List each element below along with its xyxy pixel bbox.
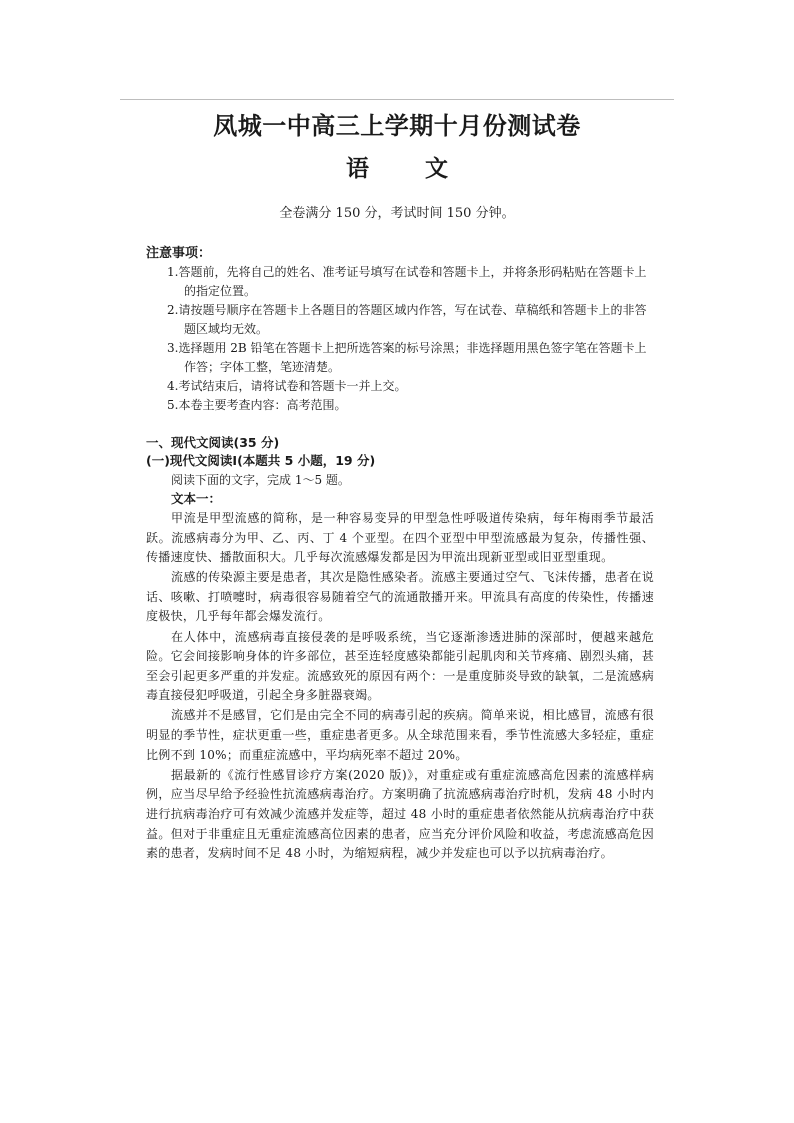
note-item: 3.选择题用 2B 铅笔在答题卡上把所选答案的标号涂黑；非选择题用黑色签字笔在答题卡上作答；字体工整，笔迹清楚。	[167, 341, 647, 374]
reading-instruction: 阅读下面的文字，完成 1～5 题。	[171, 473, 350, 487]
passage-paragraph: 在人体中，流感病毒直接侵袭的是呼吸系统，当它逐渐渗透进肺的深部时，便越来越危险。它会间接影响身体的许多部位，甚至连轻度感染都能引起肌肉和关节疼痛、剧烈头痛，甚至会引起更多严重的并发症。流感致死的原因有两个：一是重度肺炎导致的缺氧，二是流感病毒直接侵犯呼吸道，引起全身多脏器衰竭。	[146, 629, 654, 703]
passage-paragraph: 据最新的《流行性感冒诊疗方案(2020 版)》，对重症或有重症流感高危因素的流感样病例，应当尽早给予经验性抗流感病毒治疗。方案明确了抗流感病毒治疗时机，发病 48 小时内进行抗病毒治疗可有效减少流感并发症等，超过 48 小时的重症患者依然能从抗病毒治疗中获益。但对于非重症且无重症流感高位因素的患者，应当充分评价风险和收益，考虑流感高危因素的患者，发病时间不足 48 小时，为缩短病程，减少并发症也可以予以抗病毒治疗。	[146, 767, 654, 861]
exam-info: 全卷满分 150 分，考试时间 150 分钟。	[279, 206, 515, 221]
notes-list	[167, 263, 657, 415]
text-label: 文本一：	[171, 491, 222, 506]
note-item: 2.请按题号顺序在答题卡上各题目的答题区域内作答，写在试卷、草稿纸和答题卡上的非答题区域均无效。	[167, 303, 647, 336]
passage-paragraph: 流感并不是感冒，它们是由完全不同的病毒引起的疾病。简单来说，相比感冒，流感有很明显的季节性，症状更重一些，重症患者更多。从全球范围来看，季节性流感大多轻症，重症比例不到 10%；而重症流感中，平均病死率不超过 20%。	[146, 708, 654, 762]
subject-char: 文	[425, 155, 448, 182]
sub-section-heading: (一)现代文阅读Ⅰ(本题共 5 小题，19 分)	[146, 453, 376, 468]
notes-heading: 注意事项：	[146, 246, 212, 261]
note-item: 4.考试结束后，请将试卷和答题卡一并上交。	[167, 379, 407, 393]
note-item: 1.答题前，先将自己的姓名、准考证号填写在试卷和答题卡上，并将条形码粘贴在答题卡上的指定位置。	[167, 265, 647, 298]
note-item: 5.本卷主要考查内容：高考范围。	[167, 398, 347, 412]
exam-title: 凤城一中高三上学期十月份测试卷	[213, 111, 581, 140]
subject-title	[0, 153, 794, 185]
subject-char: 语	[346, 155, 369, 182]
passage-paragraph: 甲流是甲型流感的简称，是一种容易变异的甲型急性呼吸道传染病，每年梅雨季节最活跃。流感病毒分为甲、乙、丙、丁 4 个亚型。在四个亚型中甲型流感最为复杂，传播性强、传播速度快、播散面积大。几乎每次流感爆发都是因为甲流出现新亚型或旧亚型重现。	[146, 511, 654, 565]
passage-paragraph: 流感的传染源主要是患者，其次是隐性感染者。流感主要通过空气、飞沫传播，患者在说话、咳嗽、打喷嚏时，病毒很容易随着空气的流通散播开来。甲流具有高度的传染性，传播速度极快，几乎每年都会爆发流行。	[146, 570, 654, 624]
reading-passage	[146, 509, 654, 864]
header-rule	[120, 99, 674, 100]
section-heading: 一、现代文阅读(35 分)	[146, 435, 280, 450]
